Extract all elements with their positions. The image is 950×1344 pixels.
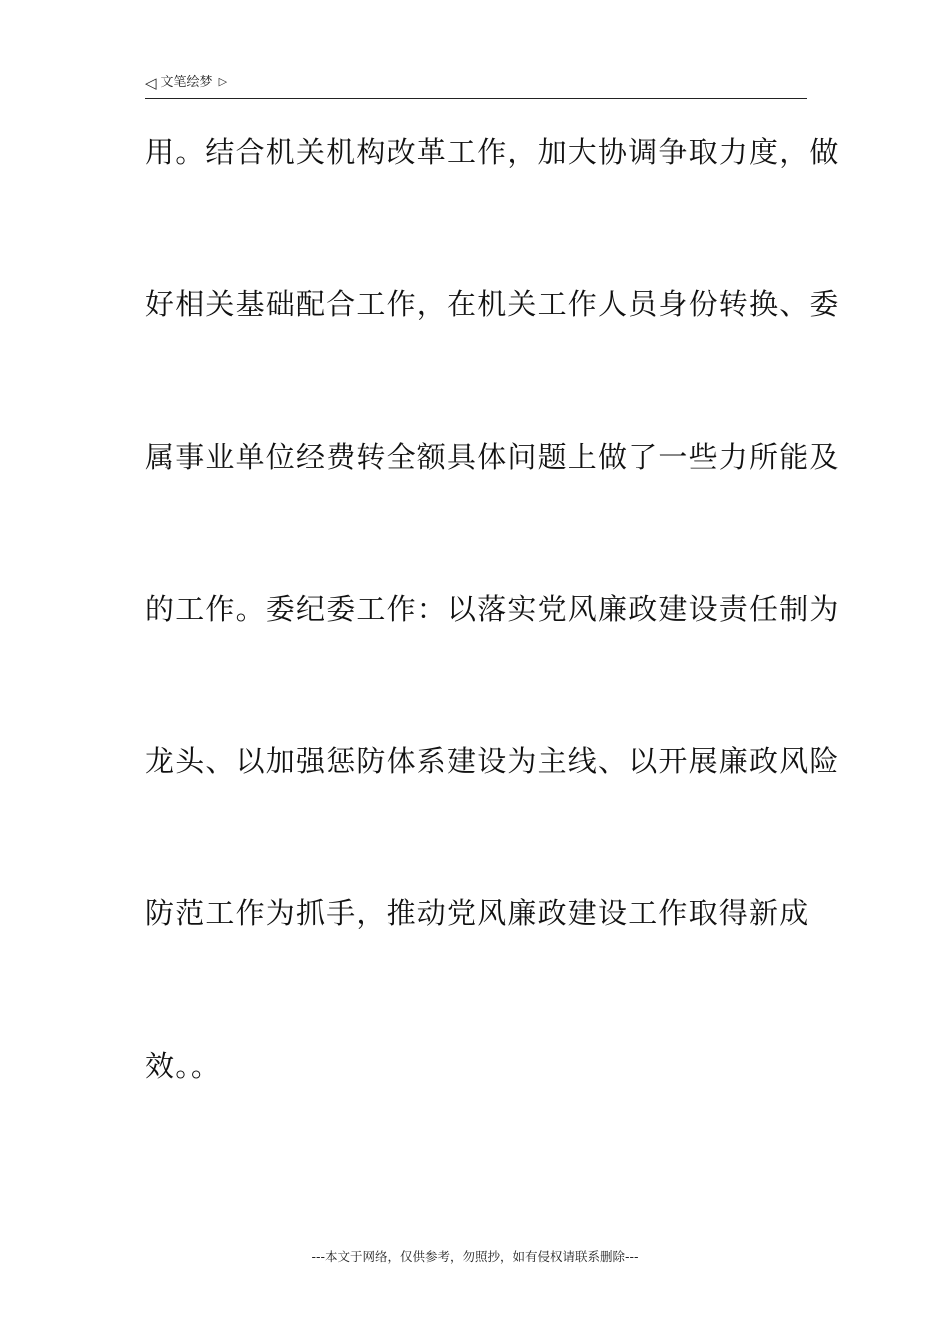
header-title: 文笔绘梦 — [160, 75, 213, 90]
page-footer-disclaimer: ---本文于网络，仅供参考，勿照抄，如有侵权请联系删除--- — [311, 1249, 639, 1264]
triangle-right-icon: ▷ — [218, 75, 228, 88]
body-line-4: 的工作。委纪委工作：以落实党风廉政建设责任制为 — [145, 591, 840, 626]
body-line-1: 用。结合机关机构改革工作，加大协调争取力度，做 — [145, 135, 840, 169]
body-line-5: 龙头、以加强惩防体系建设为主线、以开展廉政风险 — [145, 744, 840, 779]
triangle-left-icon: ◁ — [145, 74, 157, 92]
body-line-6: 防范工作为抓手，推动党风廉政建设工作取得新成 — [145, 896, 810, 931]
body-line-2: 好相关基础配合工作，在机关工作人员身份转换、委 — [145, 287, 840, 322]
document-body — [145, 120, 840, 1186]
body-line-3: 属事业单位经费转全额具体问题上做了一些力所能及 — [145, 439, 840, 474]
body-line-7: 效。。 — [145, 1048, 222, 1083]
page-header — [145, 74, 807, 99]
